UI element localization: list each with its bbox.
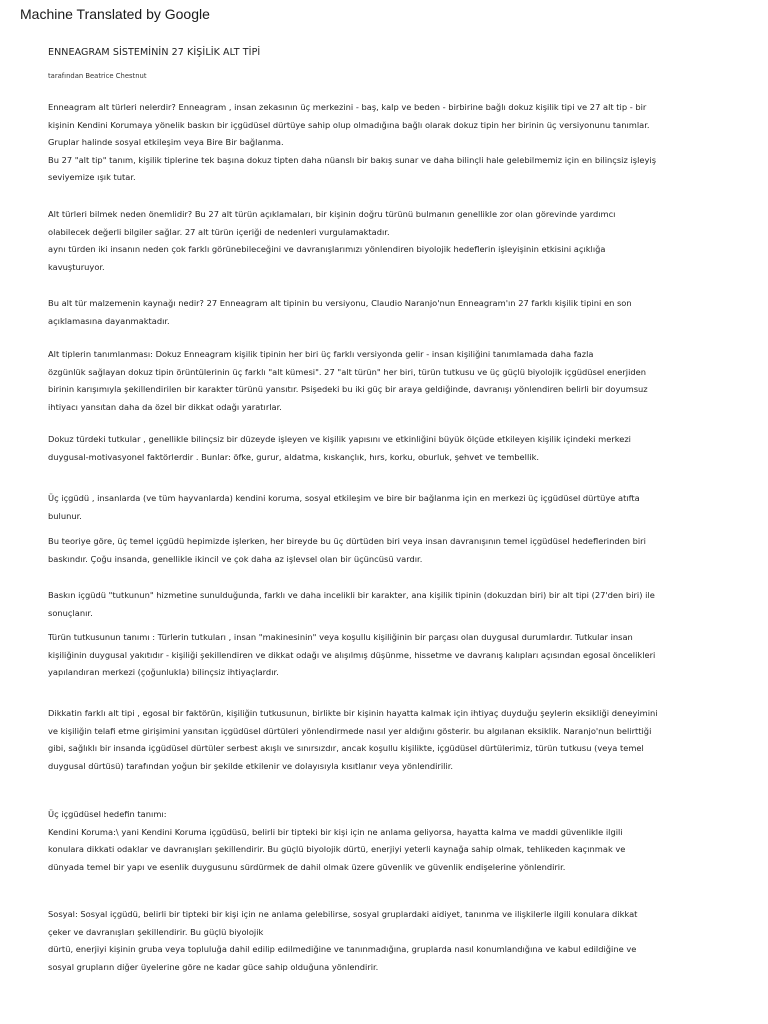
paragraph [48,206,708,276]
machine-translation-banner: Machine Translated by Google [20,6,210,22]
text-line: Enneagram alt türleri nelerdir? Enneagram , insan zekasının üç merkezini - baş, kalp ve beden - birbirine bağlı dokuz kişilik tipi ve 27 alt tip - bir [48,102,647,112]
text-line: olabilecek değerli bilgiler sağlar. 27 alt türün içeriği de nedenleri vurgulamaktadır. [48,226,390,237]
text-line: bulunur. [48,510,82,521]
text-line: sosyal grupların diğer üyelerine göre ne kadar güce sahip olduğuna yönlendirir. [48,961,379,972]
text-line: kişinin Kendini Korumaya yönelik baskın bir içgüdüsel dürtüye sahip olup olmadığına bağlı olarak dokuz tipin her birinin üç versiyonunu tanımlar. [48,119,650,130]
paragraph [48,705,708,775]
paragraph [48,906,708,976]
text-line: yapılandıran merkezi (çoğunlukla) bilinçsiz ihtiyaçlardır. [48,667,279,677]
document-title: ENNEAGRAM SİSTEMİNİN 27 KİŞİLİK ALT TİPİ [48,47,261,58]
text-line: ve kişiliğin telafi etme girişimini yansıtan içgüdüsel dürtüleri yönlendirmede nasıl yer aldığını gösterir. bu algılanan eksiklik. Naranjo'nun belirttiği [48,725,652,736]
text-line: Kendini Koruma:\ yani Kendini Koruma içgüdüsü, belirli bir tipteki bir kişi için ne anlama geliyorsa, hayatta kalma ve maddi güvenlikle ilgili [48,826,623,837]
text-line: gibi, sağlıklı bir insanda içgüdüsel dürtüler serbest akışlı ve sınırsızdır, ancak koşullu kişilikte, içgüdüsel dürtülerimiz, türün tutkusu (veya temel [48,743,644,753]
text-line: Alt tiplerin tanımlanması: Dokuz Enneagram kişilik tipinin her biri üç farklı versiyonda gelir - insan kişiliğini tanımlamada daha fazla [48,349,594,359]
text-line: kişiliğinin duygusal yakıtıdır - kişiliği şekillendiren ve dikkat odağı ve alışılmış düşünme, hissetme ve davranış kalıpları açısından egosal öncelikleri [48,649,656,660]
paragraph [48,533,708,568]
paragraph [48,806,708,876]
text-line: konulara dikkati odaklar ve davranışları şekillendirir. Bu güçlü biyolojik dürtü, enerjiyi yeterli kaynağa sahip olmak, tehlikeden kaçınmak ve [48,844,626,854]
text-line: seviyemize ışık tutar. [48,172,136,182]
paragraph [48,431,708,466]
text-line: Üç içgüdüsel hedefin tanımı: [48,809,167,819]
paragraph [48,490,708,525]
text-line: birinin karışımıyla şekillendirilen bir karakter türünü yansıtır. Psişedeki bu iki güç bir araya geldiğinde, davranışı yönlendiren belirli bir doyumsuz [48,384,648,394]
text-line: Dokuz türdeki tutkular , genellikle bilinçsiz bir düzeyde işleyen ve kişilik yapısını ve etkinliğini büyük ölçüde etkileyen kişilik içindeki merkezi [48,434,631,444]
text-line: dünyada temel bir yapı ve esenlik duygusunu sürdürmek de dahil olmak üzere güvenlik ve güvenlik endişelerine yönlendirir. [48,861,566,872]
author-line: tarafından Beatrice Chestnut [48,72,147,80]
text-line: sonuçlanır. [48,607,93,618]
paragraph [48,295,708,330]
paragraph [48,587,708,622]
paragraph [48,346,708,416]
text-line: Sosyal: Sosyal içgüdü, belirli bir tipteki bir kişi için ne anlama gelebilirse, sosyal gruplardaki aidiyet, tanınma ve ilişkilerle ilgili konulara dikkat [48,909,638,919]
paragraph [48,99,708,187]
text-line: Dikkatin farklı alt tipi , egosal bir faktörün, kişiliğin tutkusunun, birlikte bir kişinin hayatta kalmak için ihtiyaç duyduğu şeylerin eksikliği deneyimini [48,708,658,718]
text-line: ihtiyacı yansıtan daha da özel bir dikkat odağı yaratırlar. [48,401,282,412]
text-line: dürtü, enerjiyi kişinin gruba veya topluluğa dahil edilip edilmediğine ve tanınmadığına, gruplarda nasıl konumlandığına ve kabul edildiğine ve [48,944,637,954]
text-line: Bu teoriye göre, üç temel içgüdü hepimizde işlerken, her bireyde bu üç dürtüden biri veya insan davranışının temel içgüdüsel hedeflerinden biri [48,536,646,546]
text-line: Gruplar halinde sosyal etkileşim veya Bire Bir bağlanma. [48,137,284,147]
text-line: Üç içgüdü , insanlarda (ve tüm hayvanlarda) kendini koruma, sosyal etkileşim ve bire bir bağlanma için en merkezi üç içgüdüsel dürtüye atıfta [48,493,640,503]
text-line: Bu alt tür malzemenin kaynağı nedir? 27 Enneagram alt tipinin bu versiyonu, Claudio Naranjo'nun Enneagram'ın 27 farklı kişilik tipini en son [48,298,632,308]
text-line: Baskın içgüdü "tutkunun" hizmetine sunulduğunda, farklı ve daha incelikli bir karakter, ana kişilik tipinin (dokuzdan biri) bir alt tipi (27'den biri) ile [48,590,655,600]
text-line: özgünlük sağlayan dokuz tipin örüntülerinin üç farklı "alt kümesi". 27 "alt türün" her biri, türün tutkusu ve üç güçlü biyolojik içgüdüsel enerjiden [48,366,646,377]
text-line: Alt türleri bilmek neden önemlidir? Bu 27 alt türün açıklamaları, bir kişinin doğru türünü bulmanın genellikle zor olan görevinde yardımcı [48,209,616,219]
text-line: Türün tutkusunun tanımı : Türlerin tutkuları , insan "makinesinin" veya koşullu kişiliğinin bir parçası olan duygusal durumlardır. Tutkular insan [48,632,633,642]
text-line: çeker ve davranışları şekillendirir. Bu güçlü biyolojik [48,926,264,937]
text-line: baskındır. Çoğu insanda, genellikle ikincil ve çok daha az işlevsel olan bir üçüncüsü vardır. [48,553,423,564]
text-line: açıklamasına dayanmaktadır. [48,315,170,326]
text-line: duygusal-motivasyonel faktörlerdir . Bunlar: öfke, gurur, aldatma, kıskançlık, hırs, korku, oburluk, şehvet ve tembellik. [48,451,540,462]
text-line: duygusal dürtüsü) tarafından yoğun bir şekilde etkilenir ve dolayısıyla kısıtlanır veya yönlendirilir. [48,760,454,771]
text-line: kavuşturuyor. [48,261,105,272]
paragraph [48,629,708,682]
text-line: aynı türden iki insanın neden çok farklı görünebileceğini ve davranışlarımızı yönlendiren biyolojik hedeflerin işleyişinin etkisini açıklığa [48,244,606,254]
text-line: Bu 27 "alt tip" tanım, kişilik tiplerine tek başına dokuz tipten daha nüanslı bir bakış sunar ve daha bilinçli hale gelebilmemiz için en bilinçsiz işleyiş [48,154,657,165]
